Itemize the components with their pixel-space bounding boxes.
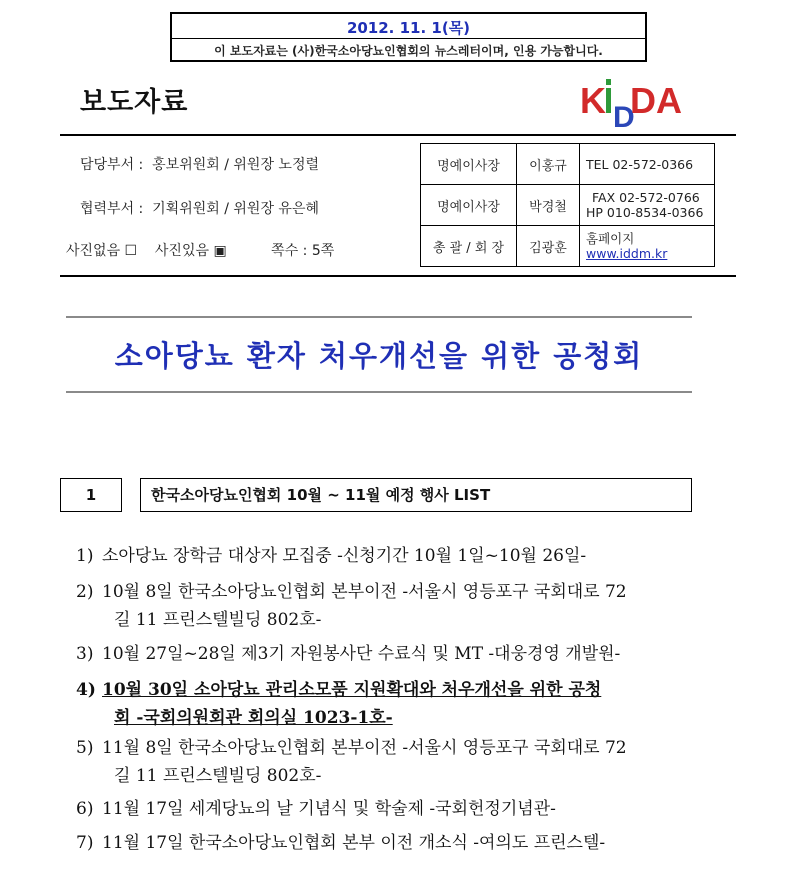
svg-text:DA: DA	[630, 80, 682, 121]
contact-name: 김광훈	[517, 226, 580, 267]
header-rule-bottom	[60, 275, 736, 277]
dept-row: 담당부서 : 홍보위원회 / 위원장 노정렬	[80, 157, 319, 173]
item-text: 11월 8일 한국소아당뇨인협회 본부이전 -서울시 영등포구 국회대로 72	[102, 738, 627, 758]
contact-phone: TEL 02-572-0366	[580, 144, 715, 185]
item-text: 10월 8일 한국소아당뇨인협회 본부이전 -서울시 영등포구 국회대로 72	[102, 582, 627, 602]
item-number: 7)	[76, 833, 94, 853]
svg-text:K: K	[580, 80, 606, 121]
contact-role: 총 괄 / 회 장	[421, 226, 517, 267]
item-number: 1)	[76, 546, 94, 566]
list-item	[76, 795, 704, 823]
item-text-continued: 길 11 프린스텔빌딩 802호-	[114, 766, 322, 786]
contact-hp: HP 010-8534-0366	[586, 205, 704, 220]
date-box-divider	[172, 38, 645, 39]
list-item	[76, 578, 704, 634]
contact-row	[421, 185, 715, 226]
contact-row	[421, 226, 715, 267]
contact-row	[421, 144, 715, 185]
kidda-logo	[578, 75, 693, 130]
list-item	[76, 542, 704, 570]
item-text: 소아당뇨 장학금 대상자 모집중 -신청기간 10월 1일~10월 26일-	[102, 546, 587, 566]
item-text-continued-span: 회 -국회의원회관 회의실 1023-1호-	[114, 708, 393, 728]
item-number: 5)	[76, 738, 94, 758]
homepage-link[interactable]: www.iddm.kr	[586, 246, 668, 261]
photo-pages-row: 사진없음 ☐ 사진있음 ▣ 쪽수 : 5쪽	[66, 243, 335, 259]
svg-text:D: D	[613, 101, 635, 130]
list-item	[76, 640, 704, 668]
list-item-highlighted	[76, 676, 704, 732]
contact-homepage	[580, 226, 715, 267]
list-item	[76, 829, 704, 857]
publish-date: 2012. 11. 1(목)	[346, 19, 471, 37]
coop-row: 협력부서 : 기획위원회 / 위원장 유은혜	[80, 201, 319, 217]
item-number: 4)	[76, 680, 96, 700]
item-number: 6)	[76, 799, 94, 819]
date-box	[170, 12, 647, 62]
contact-name: 박경철	[517, 185, 580, 226]
headline-rule-top	[66, 316, 692, 318]
item-text: 11월 17일 한국소아당뇨인협회 본부 이전 개소식 -여의도 프린스텔-	[102, 833, 606, 853]
item-number: 2)	[76, 582, 94, 602]
item-text-continued	[76, 704, 704, 732]
doc-type-title: 보도자료	[80, 87, 189, 118]
list-item	[76, 734, 704, 790]
headline-rule-bottom	[66, 391, 692, 393]
section-title: 한국소아당뇨인협회 10월 ~ 11월 예정 행사 LIST	[140, 478, 692, 512]
item-text: 10월 27일~28일 제3기 자원봉사단 수료식 및 MT -대웅경영 개발원-	[102, 644, 621, 664]
headline: 소아당뇨 환자 처우개선을 위한 공청회	[114, 339, 644, 373]
contact-role: 명예이사장	[421, 185, 517, 226]
contact-name: 이홍규	[517, 144, 580, 185]
newsletter-note: 이 보도자료는 (사)한국소아당뇨인협회의 뉴스레터이며, 인용 가능합니다.	[214, 44, 603, 58]
item-number: 3)	[76, 644, 94, 664]
item-text-continued: 길 11 프린스텔빌딩 802호-	[114, 610, 322, 630]
contact-fax-hp	[580, 185, 715, 226]
section-number: 1	[60, 478, 122, 512]
header-rule-top	[60, 134, 736, 136]
item-text: 11월 17일 세계당뇨의 날 기념식 및 학술제 -국회헌정기념관-	[102, 799, 556, 819]
contact-table	[420, 143, 715, 267]
item-text: 10월 30일 소아당뇨 관리소모품 지원확대와 처우개선을 위한 공청	[102, 680, 602, 700]
contact-role: 명예이사장	[421, 144, 517, 185]
contact-fax: FAX 02-572-0766	[592, 190, 700, 205]
homepage-label: 홈페이지	[586, 231, 635, 246]
